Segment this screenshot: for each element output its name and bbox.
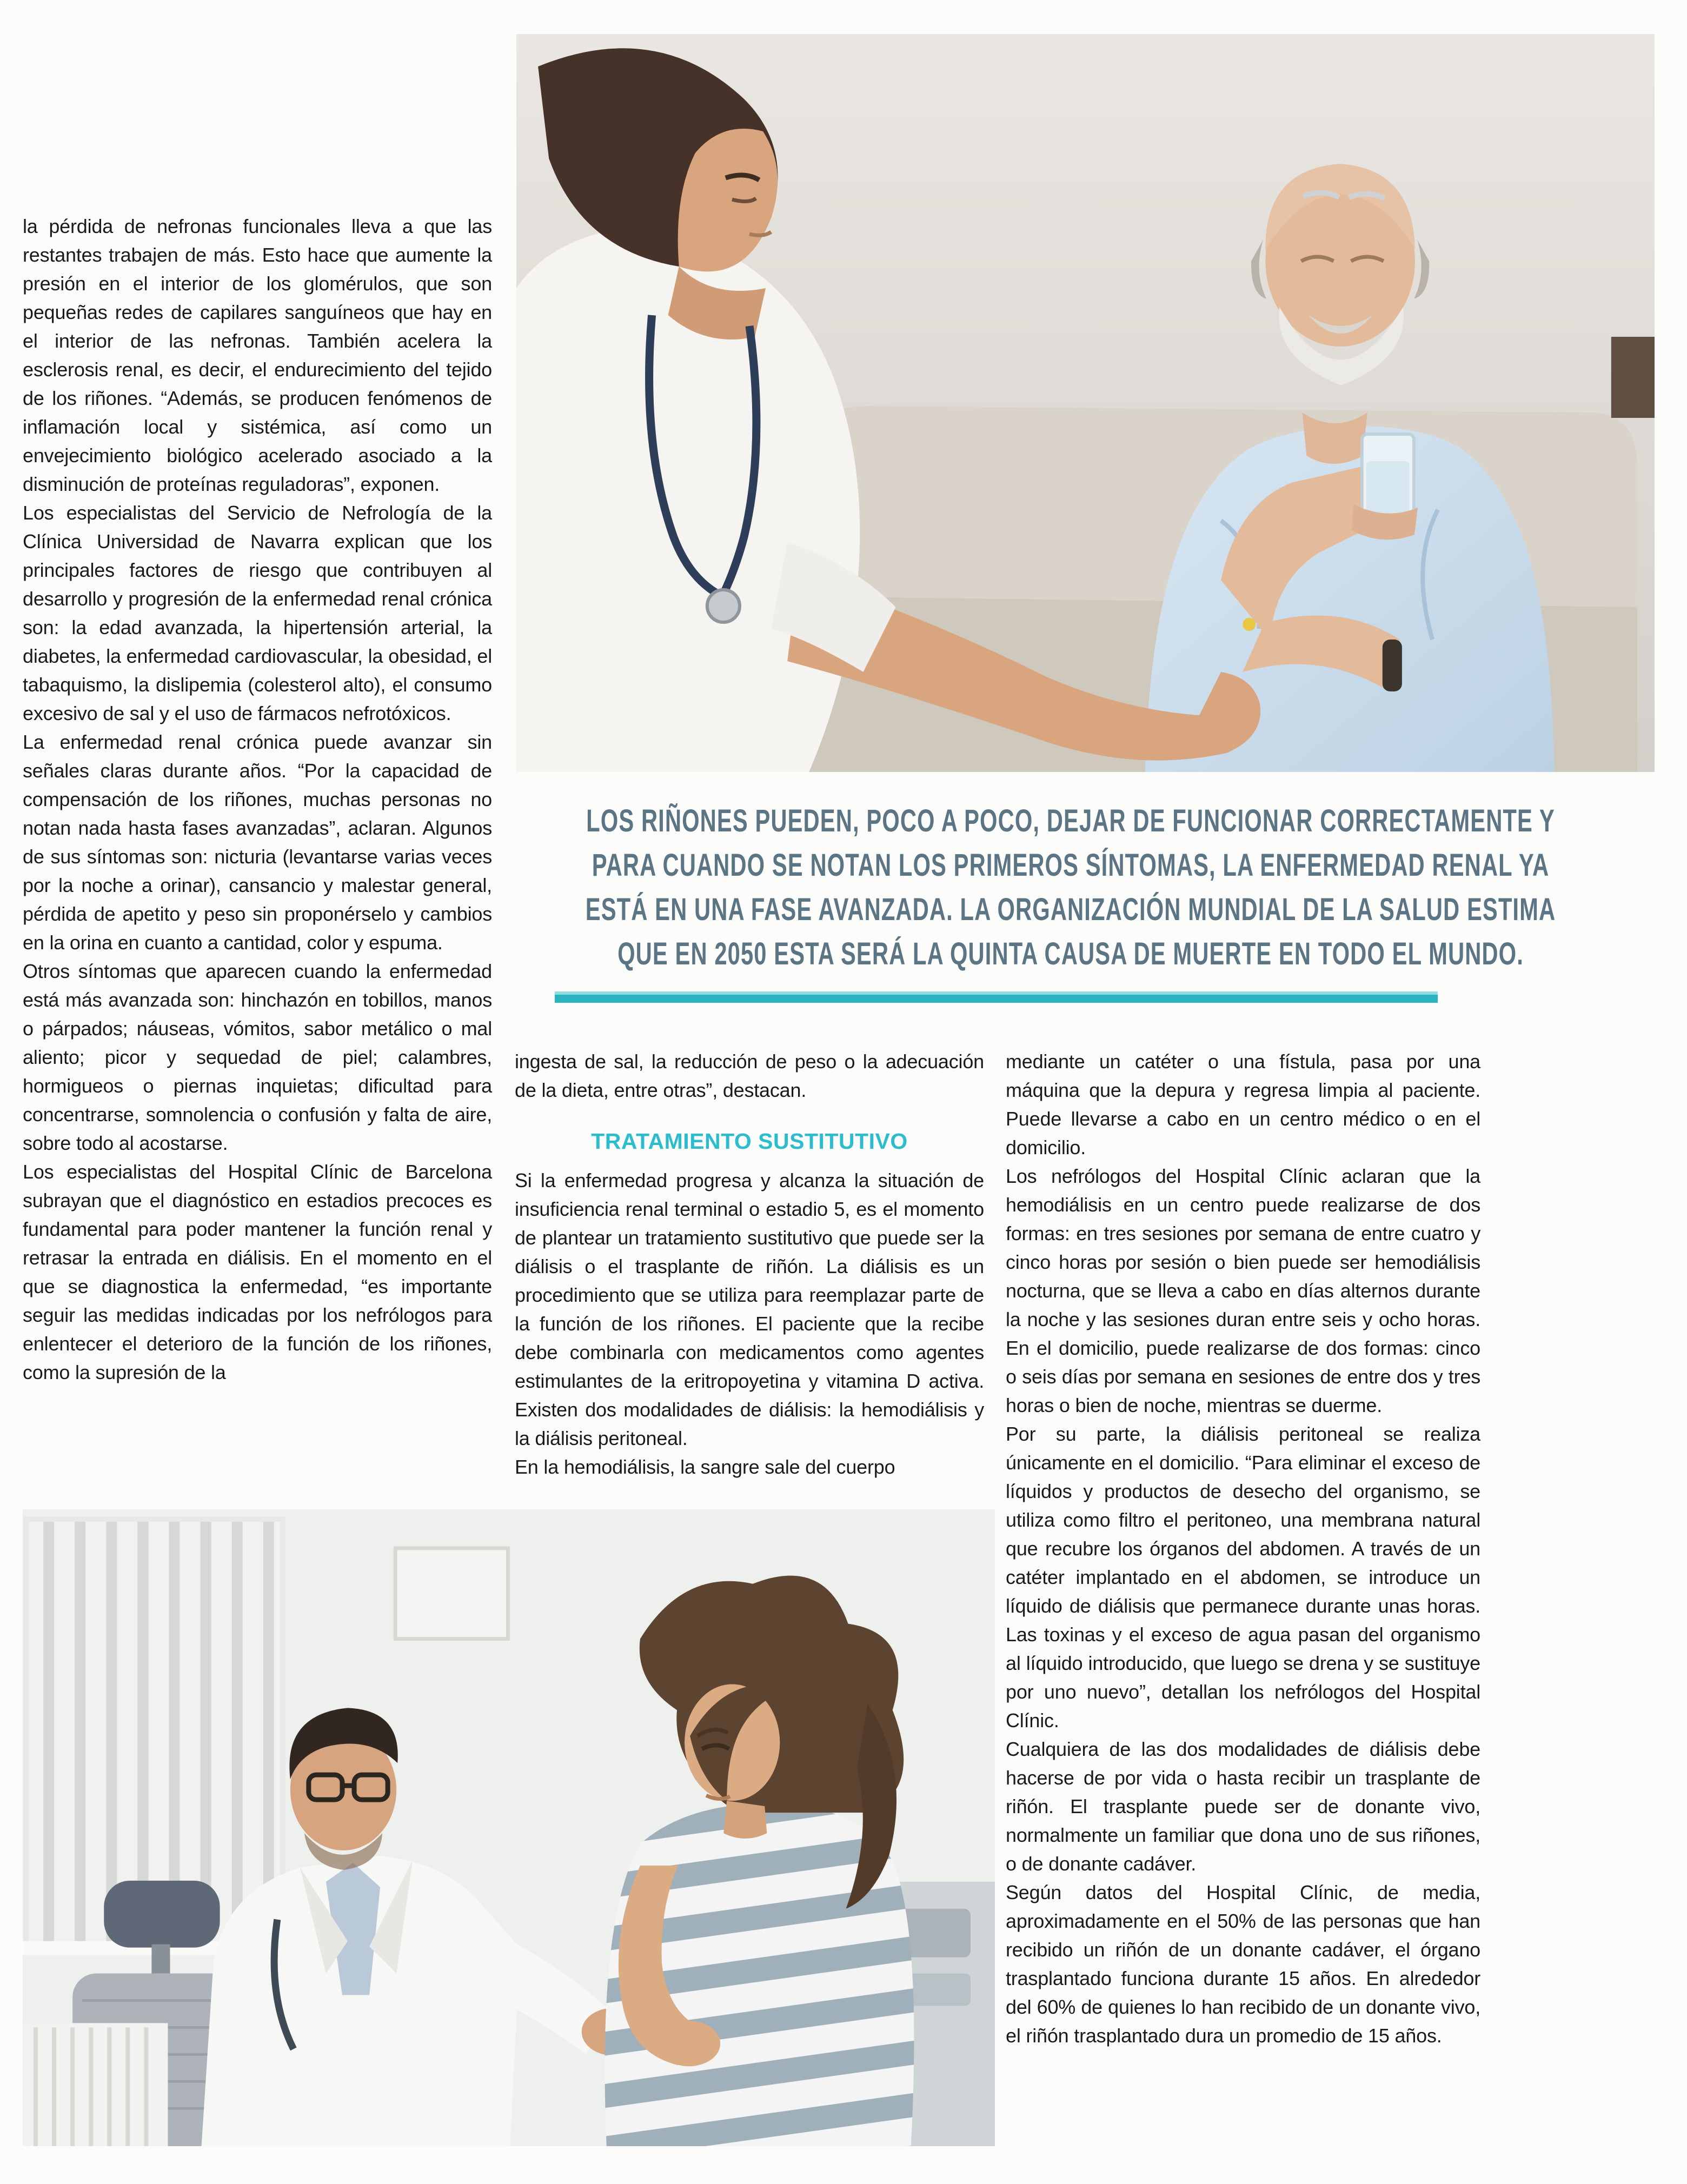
- article-paragraph: la pérdida de nefronas funcionales lleva a que las restantes trabajen de más. Esto hace que aumente la presión en el interior de los glomérulos, que son pequeñas redes de capilares sanguíneos que hay en el interior de las nefronas. También acelera la esclerosis renal, es decir, el endurecimiento del tejido de los riñones. “Además, se producen fenómenos de inflamación local y sistémica, así como un envejecimiento biológico acelerado asociado a la disminución de proteínas reguladoras”, exponen.: [23, 215, 492, 495]
- article-paragraph: ingesta de sal, la reducción de peso o la adecuación de la dieta, entre otras”, destacan.: [515, 1050, 984, 1101]
- article-paragraph: Los nefrólogos del Hospital Clínic aclaran que la hemodiálisis en un centro puede realizarse de dos formas: en tres sesiones por semana de entre cuatro y cinco horas por sesión o bien puede ser hemodiálisis nocturna, que se lleva a cabo en días alternos durante la noche y las sesiones duran entre seis y ocho horas. En el domicilio, puede realizarse de dos formas: cinco o seis días por semana en sesiones de entre dos y tres horas o bien de noche, mientras se duerme.: [1006, 1165, 1480, 1416]
- article-paragraph: Según datos del Hospital Clínic, de media, aproximadamente en el 50% de las personas que han recibido un riñón de un donante cadáver, el órgano trasplantado funciona durante 15 años. En alrededor del 60% de quienes lo han recibido de un donante vivo, el riñón trasplantado dura un promedio de 15 años.: [1006, 1881, 1480, 2047]
- article-paragraph: La enfermedad renal crónica puede avanzar sin señales claras durante años. “Por la capacidad de compensación de los riñones, muchas personas no notan nada hasta fases avanzadas”, aclaran. Algunos de sus síntomas son: nicturia (levantarse varias veces por la noche a orinar), cansancio y malestar general, pérdida de apetito y peso sin proponérselo y cambios en la orina en cuanto a cantidad, color y espuma.: [23, 731, 492, 954]
- teal-divider-bar: [555, 991, 1438, 1003]
- pull-quote-line: LOS RIÑONES PUEDEN, POCO A POCO, DEJAR DE FUNCIONAR CORRECTAMENTE Y: [586, 803, 1555, 838]
- pull-quote-line: ESTÁ EN UNA FASE AVANZADA. LA ORGANIZACIÓN MUNDIAL DE LA SALUD ESTIMA: [585, 892, 1556, 927]
- bottom-photo-illustration: [23, 1509, 995, 2146]
- pull-quote-line: PARA CUANDO SE NOTAN LOS PRIMEROS SÍNTOMAS, LA ENFERMEDAD RENAL YA: [592, 848, 1550, 883]
- section-heading-tratamiento-sustitutivo: TRATAMIENTO SUSTITUTIVO: [591, 1129, 908, 1154]
- article-paragraph: mediante un catéter o una fístula, pasa por una máquina que la depura y regresa limpia al paciente. Puede llevarse a cabo en un centro médico o en el domicilio.: [1006, 1050, 1480, 1158]
- article-paragraph: Otros síntomas que aparecen cuando la enfermedad está más avanzada son: hinchazón en tobillos, manos o párpados; náuseas, vómitos, sabor metálico o mal aliento; picor y sequedad de piel; calambres, hormigueos o piernas inquietas; dificultad para concentrarse, somnolencia o confusión y falta de aire, sobre todo al acostarse.: [23, 960, 492, 1154]
- article-paragraph: Cualquiera de las dos modalidades de diálisis debe hacerse de por vida o hasta recibir un trasplante de riñón. El trasplante puede ser de donante vivo, normalmente un familiar que dona uno de sus riñones, o de donante cadáver.: [1006, 1738, 1480, 1875]
- article-right-column: [1006, 1047, 1480, 2050]
- pull-quote: [545, 799, 1596, 976]
- article-paragraph: Por su parte, la diálisis peritoneal se realiza únicamente en el domicilio. “Para eliminar el exceso de líquidos y productos de desecho del organismo, se utiliza como filtro el peritoneo, una membrana natural que recubre los órganos del abdomen. A través de un catéter implantado en el abdomen, se introduce un líquido de diálisis que permanece durante unas horas. Las toxinas y el exceso de agua pasan del organismo al líquido introducido, que luego se drena y se sustituye por uno nuevo”, detallan los nefrólogos del Hospital Clínic.: [1006, 1423, 1480, 1732]
- article-paragraph: En la hemodiálisis, la sangre sale del cuerpo: [515, 1456, 895, 1478]
- article-paragraph: Si la enfermedad progresa y alcanza la situación de insuficiencia renal terminal o estadio 5, es el momento de plantear un tratamiento sustitutivo que puede ser la diálisis o el trasplante de riñón. La diálisis es un procedimiento que se utiliza para reemplazar parte de la función de los riñones. El paciente que la recibe debe combinarla con medicamentos como agentes estimulantes de la eritropoyetina y vitamina D activa. Existen dos modalidades de diálisis: la hemodiálisis y la diálisis peritoneal.: [515, 1169, 984, 1449]
- stethoscope-chestpiece: [707, 590, 740, 622]
- bottom-photo-doctor-examining-patient: [23, 1509, 995, 2146]
- top-photo-doctor-elderly-patient: [516, 34, 1655, 772]
- pill: [1243, 618, 1256, 631]
- wristwatch: [1383, 640, 1402, 691]
- pull-quote-line: QUE EN 2050 ESTA SERÁ LA QUINTA CAUSA DE MUERTE EN TODO EL MUNDO.: [617, 936, 1524, 971]
- woman-patient-figure: [605, 1576, 914, 2146]
- article-paragraph: Los especialistas del Hospital Clínic de Barcelona subrayan que el diagnóstico en estadios precoces es fundamental para poder mantener la función renal y retrasar la entrada en diálisis. En el momento en el que se diagnostica la enfermedad, “es importante seguir las medidas indicadas por los nefrólogos para enlentecer el deterioro de la función de los riñones, como la supresión de la: [23, 1161, 492, 1383]
- top-photo-illustration: [516, 34, 1655, 772]
- woman-hand: [657, 2021, 720, 2066]
- article-middle-column: [515, 1047, 984, 1481]
- article-left-column: [23, 212, 492, 1387]
- radiator: [23, 2023, 168, 2146]
- wall-frame: [395, 1548, 508, 1639]
- article-paragraph: Los especialistas del Servicio de Nefrología de la Clínica Universidad de Navarra explican que los principales factores de riesgo que contribuyen al desarrollo y progresión de la enfermedad renal crónica son: la edad avanzada, la hipertensión arterial, la diabetes, la enfermedad cardiovascular, la obesidad, el tabaquismo, la dislipemia (colesterol alto), el consumo excesivo de sal y el uso de fármacos nefrotóxicos.: [23, 502, 492, 724]
